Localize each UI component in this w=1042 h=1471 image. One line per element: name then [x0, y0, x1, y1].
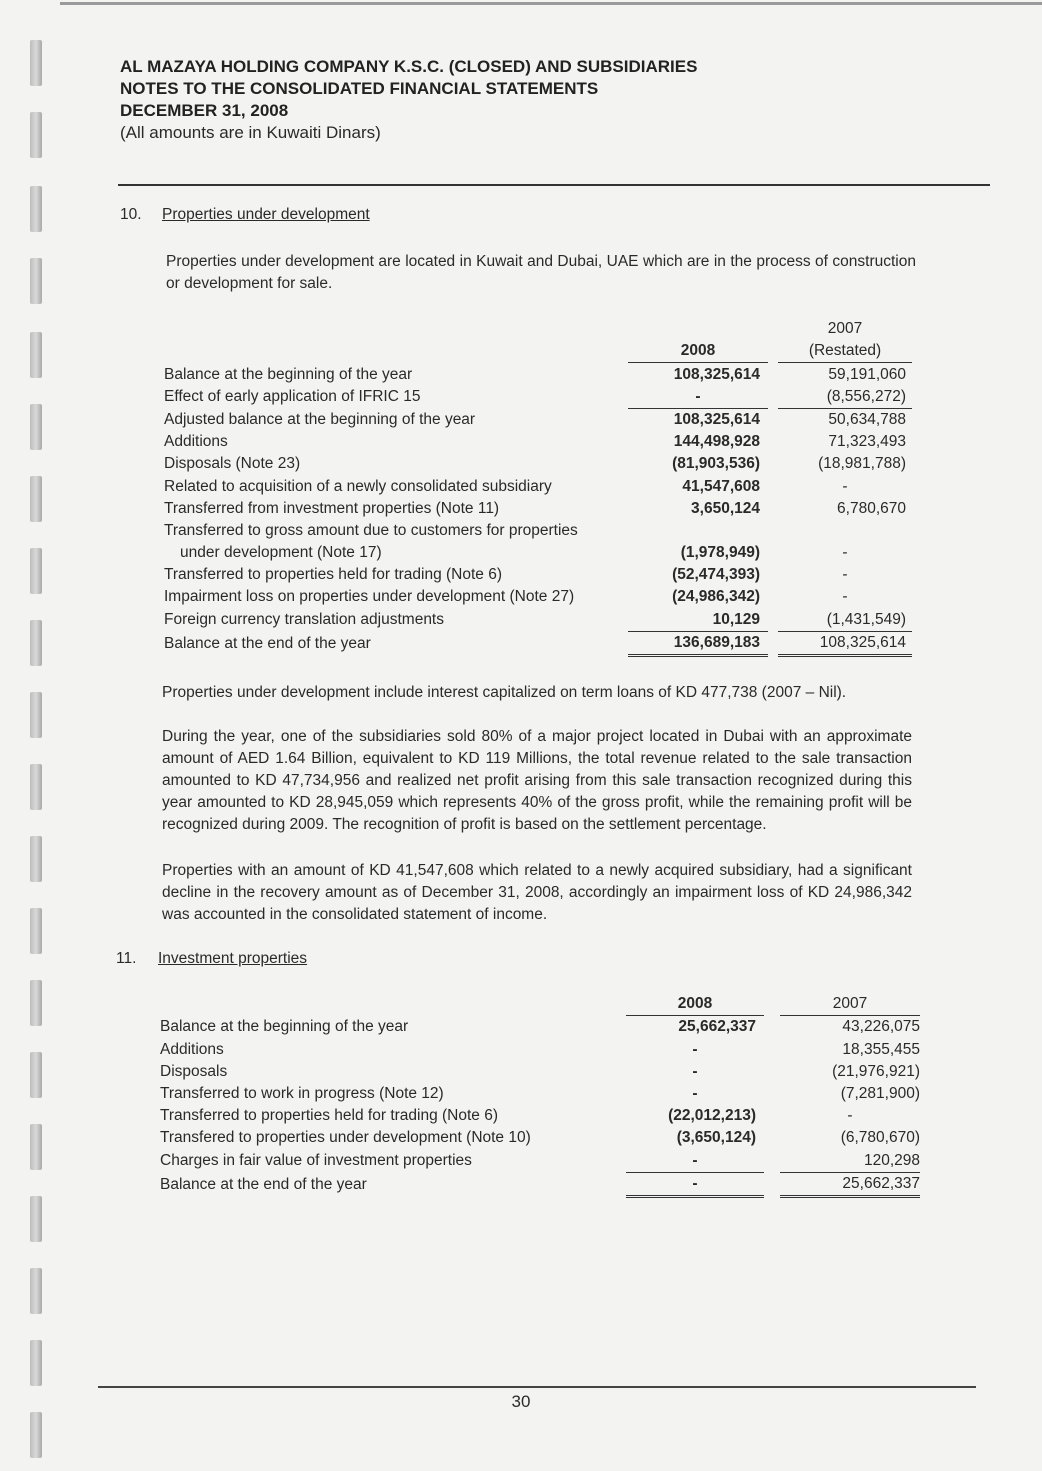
- company-name: AL MAZAYA HOLDING COMPANY K.S.C. (CLOSED) AND SUBSIDIARIES: [120, 57, 698, 76]
- value-2007: (18,981,788): [818, 455, 906, 473]
- binder-hole-mark: [30, 476, 42, 522]
- note-11-heading: [116, 950, 307, 968]
- row-label: Impairment loss on properties under development (Note 27): [164, 588, 575, 606]
- value-2008: -: [692, 1062, 698, 1080]
- value-2008: -: [628, 386, 768, 409]
- binder-hole-mark: [30, 1412, 42, 1458]
- note-10-intro: Properties under development are located in Kuwait and Dubai, UAE which are in the process of construction or development for sale.: [166, 253, 916, 292]
- binder-hole-mark: [30, 1268, 42, 1314]
- binder-hole-mark: [30, 1196, 42, 1242]
- value-2007: -: [847, 1107, 853, 1125]
- value-2007: (8,556,272): [778, 386, 912, 409]
- value-2008: 25,662,337: [678, 1018, 756, 1036]
- table-row-total: [164, 631, 912, 655]
- value-2007: (6,780,670): [840, 1129, 920, 1147]
- value-2007: 71,323,493: [828, 433, 906, 451]
- page-number: 30: [511, 1392, 531, 1411]
- value-2007: -: [842, 477, 848, 495]
- row-label: Related to acquisition of a newly consolidated subsidiary: [164, 477, 552, 495]
- note-11-title: Investment properties: [158, 950, 308, 967]
- row-label-continued: under development (Note 17): [180, 544, 382, 562]
- row-label: Transferred to work in progress (Note 12): [160, 1084, 444, 1102]
- value-2008: -: [626, 1149, 764, 1172]
- row-label: Charges in fair value of investment properties: [160, 1152, 472, 1169]
- note-11-number: 11.: [116, 950, 137, 967]
- value-2007: -: [842, 588, 848, 606]
- table-row: [160, 1038, 920, 1060]
- row-label: Adjusted balance at the beginning of the year: [164, 410, 476, 428]
- table-row: [160, 1149, 920, 1172]
- value-2008: (22,012,213): [668, 1107, 756, 1125]
- value-2008: 10,129: [628, 608, 768, 631]
- row-label: Disposals: [160, 1062, 228, 1080]
- row-label: Transferred to gross amount due to customers for properties: [164, 521, 578, 539]
- table-row: [164, 564, 912, 586]
- value-2008: (1,978,949): [680, 544, 760, 562]
- table-row: [164, 431, 912, 453]
- value-2007: 18,355,455: [842, 1040, 920, 1058]
- col-header-2007: 2007: [780, 993, 920, 1016]
- table-row: [164, 453, 912, 475]
- col-header-2007-restated: (Restated): [778, 340, 912, 363]
- table-row: [160, 1127, 920, 1149]
- binder-hole-mark: [30, 836, 42, 882]
- table-row: [164, 475, 912, 497]
- note-11-table: [160, 993, 920, 1198]
- value-2008: (81,903,536): [672, 455, 760, 473]
- value-2008: 41,547,608: [682, 477, 760, 495]
- table-row: [160, 1105, 920, 1127]
- binder-hole-mark: [30, 332, 42, 378]
- value-2007: (1,431,549): [778, 608, 912, 631]
- value-2008: -: [692, 1040, 698, 1058]
- binder-hole-mark: [30, 980, 42, 1026]
- row-label: Transferred to properties held for trading (Note 6): [160, 1107, 499, 1125]
- binder-hole-mark: [30, 1340, 42, 1386]
- note-10-impairment-paragraph: Properties with an amount of KD 41,547,608 which related to a newly acquired subsidiary, had a significant decline in the recovery amount as of December 31, 2008, accordingly an impairment loss of KD 24,986,342 was accounted in the consolidated statement of income.: [162, 862, 912, 923]
- note-10-title: Properties under development: [162, 206, 370, 223]
- table-row: [160, 1083, 920, 1105]
- footer-rule: [98, 1386, 976, 1388]
- table-row: [164, 363, 912, 386]
- value-2008: 3,650,124: [691, 499, 760, 517]
- row-label: Transfered to properties under development (Note 10): [160, 1129, 531, 1147]
- value-2008: (3,650,124): [676, 1129, 756, 1147]
- binder-hole-mark: [30, 1052, 42, 1098]
- statement-date: DECEMBER 31, 2008: [120, 101, 289, 120]
- row-label: Balance at the end of the year: [160, 1176, 367, 1194]
- binder-hole-mark: [30, 404, 42, 450]
- value-2008: 108,325,614: [673, 365, 760, 383]
- header-rule: [118, 184, 990, 186]
- value-2007: 25,662,337: [780, 1172, 920, 1196]
- currency-note: (All amounts are in Kuwaiti Dinars): [120, 123, 381, 142]
- table-row: [160, 1016, 920, 1039]
- table-row: [164, 542, 912, 564]
- binder-hole-mark: [30, 1124, 42, 1170]
- value-2007: 6,780,670: [837, 499, 906, 517]
- binder-hole-mark: [30, 620, 42, 666]
- row-label: Additions: [164, 433, 228, 451]
- binder-hole-mark: [30, 258, 42, 304]
- note-10-heading: [120, 206, 370, 224]
- note-10-interest-paragraph: Properties under development include interest capitalized on term loans of KD 477,738 (2007 – Nil).: [162, 684, 847, 701]
- document-header: [120, 56, 990, 144]
- value-2007: 50,634,788: [828, 410, 906, 428]
- col-header-2007-year: 2007: [827, 320, 863, 338]
- row-label: Foreign currency translation adjustments: [164, 611, 444, 629]
- value-2007: 59,191,060: [828, 365, 906, 383]
- binder-hole-mark: [30, 692, 42, 738]
- value-2008: -: [626, 1172, 764, 1196]
- col-header-2008: 2008: [628, 340, 768, 363]
- note-10-number: 10.: [120, 206, 142, 223]
- notes-title: NOTES TO THE CONSOLIDATED FINANCIAL STATEMENTS: [120, 79, 599, 98]
- binder-hole-mark: [30, 112, 42, 158]
- note-10-sale-paragraph: During the year, one of the subsidiaries sold 80% of a major project located in Dubai with an approximate amount of AED 1.64 Billion, equivalent to KD 119 Millions, the total revenue related to the sale transaction amounted to KD 47,734,956 and realized net profit arising from this sale transaction recognized during this year amounted to KD 28,945,059 which represents 40% of the gross profit, while the remaining profit will be recognized during 2009. The recognition of profit is based on the settlement percentage.: [162, 728, 912, 833]
- value-2007: -: [842, 566, 848, 584]
- binder-hole-mark: [30, 186, 42, 232]
- value-2008: 108,325,614: [673, 410, 760, 428]
- value-2008: (24,986,342): [672, 588, 760, 606]
- row-label: Balance at the beginning of the year: [160, 1018, 409, 1036]
- row-label: Effect of early application of IFRIC 15: [164, 388, 421, 406]
- row-label: Transferred from investment properties (Note 11): [164, 499, 500, 517]
- row-label: Transferred to properties held for trading (Note 6): [164, 566, 503, 584]
- table-row: [164, 520, 912, 542]
- table-row: [164, 386, 912, 409]
- value-2007: (7,281,900): [840, 1084, 920, 1102]
- value-2008: (52,474,393): [672, 566, 760, 584]
- value-2007: 43,226,075: [842, 1018, 920, 1036]
- table-row: [164, 408, 912, 431]
- row-label: Disposals (Note 23): [164, 455, 301, 473]
- value-2008: 144,498,928: [673, 433, 760, 451]
- value-2008: 136,689,183: [628, 631, 768, 655]
- binder-hole-mark: [30, 548, 42, 594]
- row-label: Balance at the end of the year: [164, 635, 371, 653]
- value-2008: -: [692, 1084, 698, 1102]
- table-row-total: [160, 1172, 920, 1196]
- row-label: Additions: [160, 1040, 224, 1058]
- binder-hole-mark: [30, 40, 42, 86]
- table-row: [164, 586, 912, 608]
- value-2007: -: [842, 544, 848, 562]
- binder-hole-mark: [30, 764, 42, 810]
- table-row: [164, 498, 912, 520]
- binder-hole-mark: [30, 908, 42, 954]
- value-2007: (21,976,921): [832, 1062, 920, 1080]
- row-label: Balance at the beginning of the year: [164, 365, 413, 383]
- table-row: [160, 1061, 920, 1083]
- table-row: [164, 608, 912, 631]
- value-2007: 108,325,614: [778, 631, 912, 655]
- col-header-2008: 2008: [626, 993, 764, 1016]
- value-2007: 120,298: [780, 1149, 920, 1172]
- top-edge-line: [60, 2, 1042, 5]
- note-10-table: [164, 318, 912, 657]
